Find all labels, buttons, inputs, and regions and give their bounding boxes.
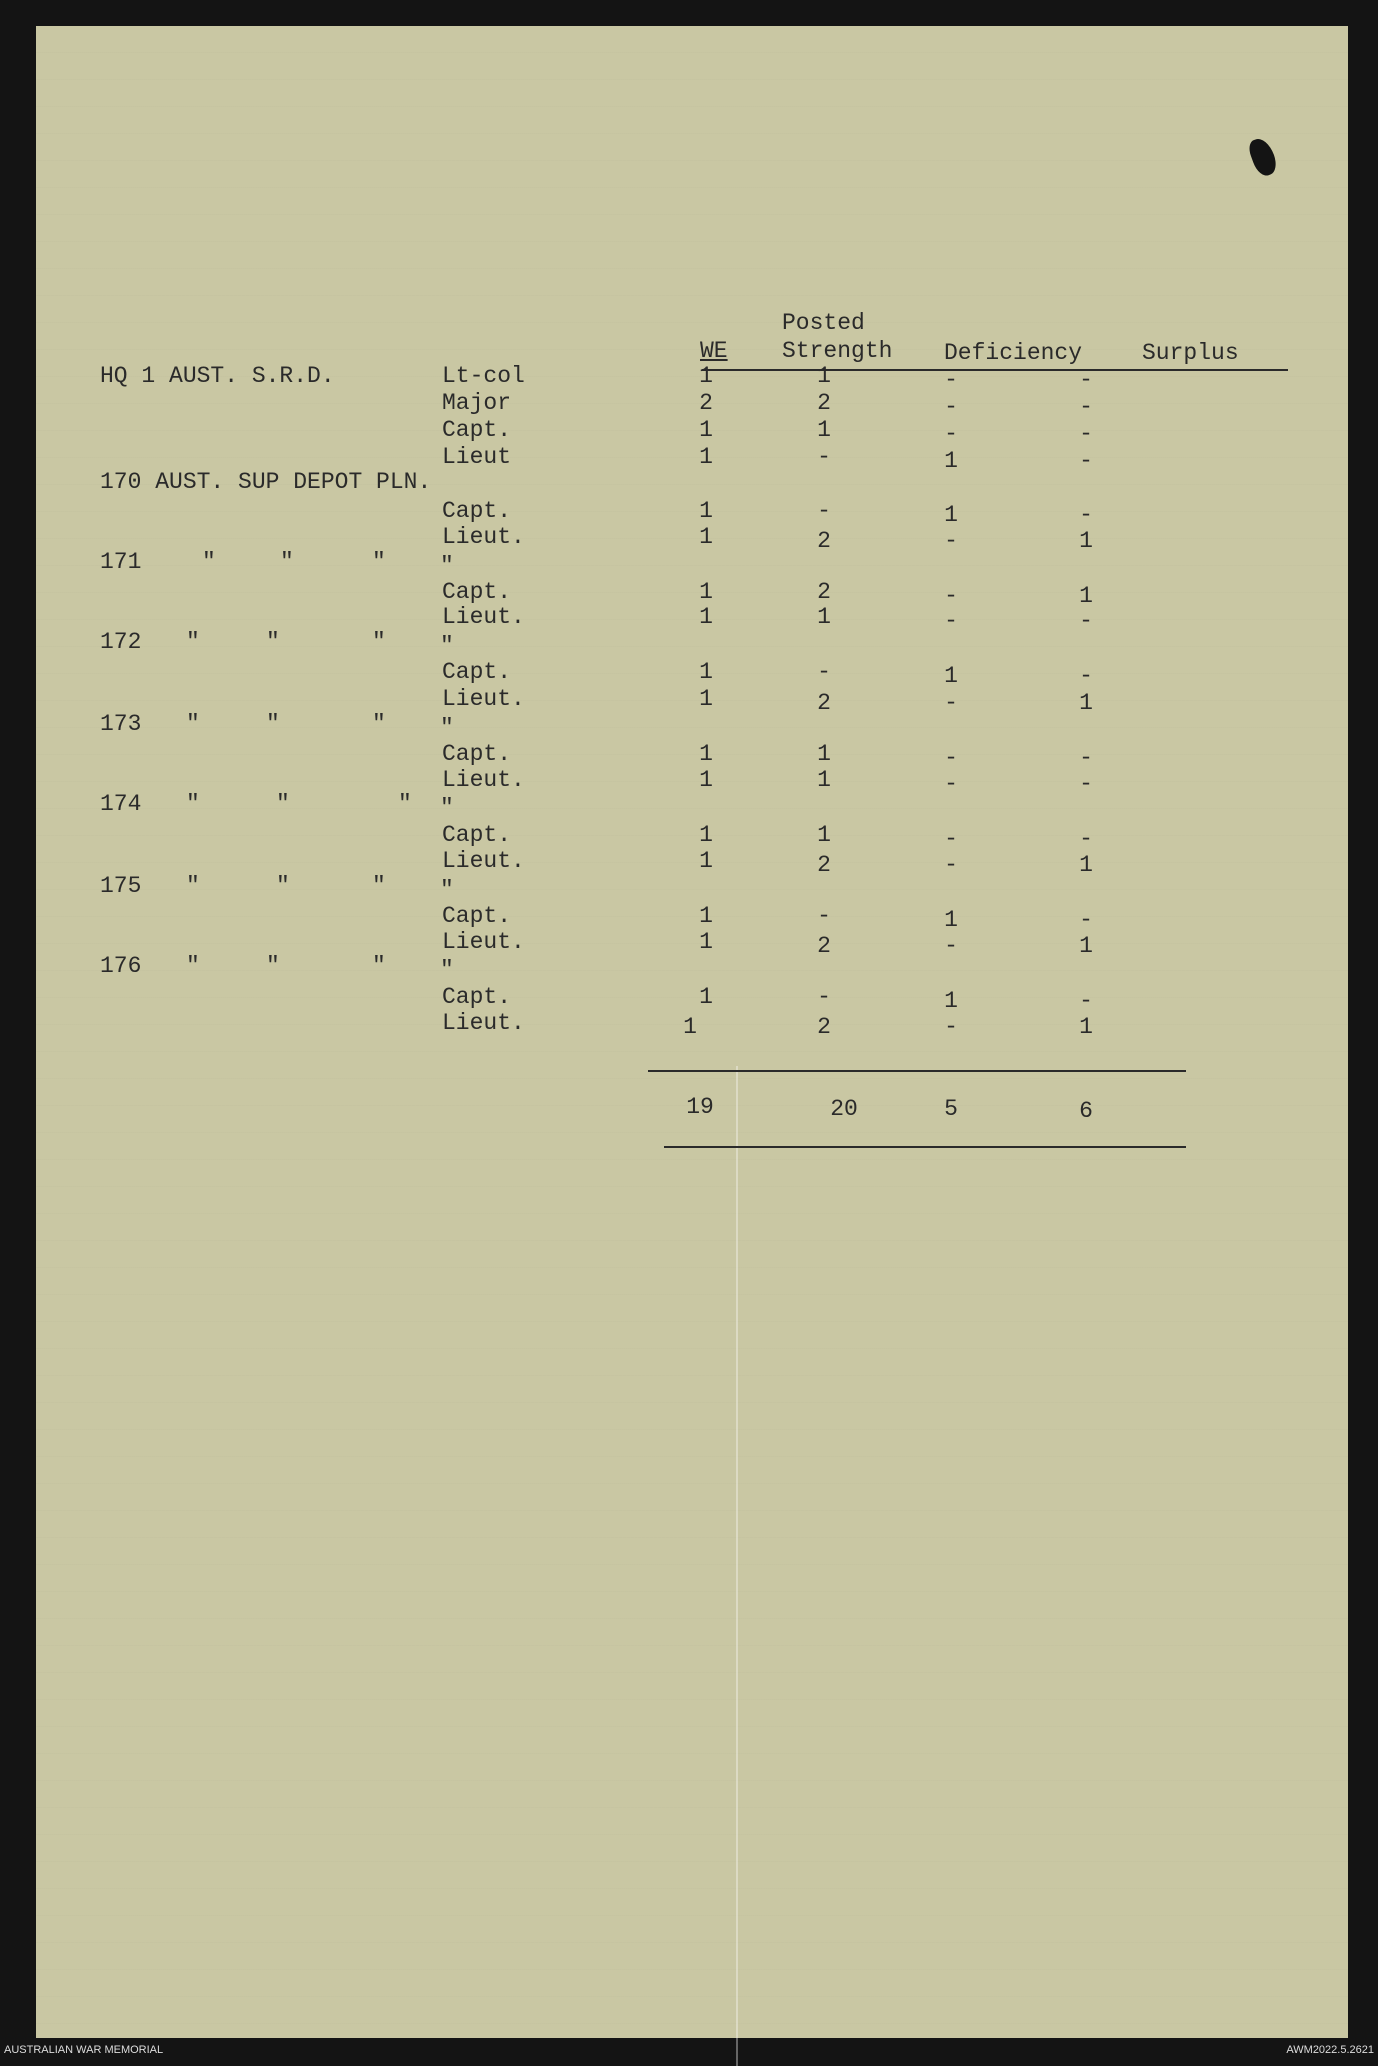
surplus-cell: -	[1079, 826, 1093, 852]
document-page	[36, 26, 1348, 2038]
ditto-mark: "	[186, 953, 200, 979]
rank-cell: Capt.	[442, 579, 512, 605]
surplus-cell: -	[1079, 988, 1093, 1014]
posted-cell: 2	[817, 579, 831, 605]
posted-cell: 2	[817, 933, 831, 959]
deficiency-cell: 1	[944, 663, 958, 689]
posted-cell: 2	[817, 1014, 831, 1040]
rank-cell: Capt.	[442, 498, 512, 524]
posted-cell: 2	[817, 690, 831, 716]
total-deficiency: 5	[944, 1096, 958, 1122]
ditto-mark: "	[266, 629, 280, 655]
ditto-mark: "	[372, 711, 386, 737]
ditto-mark: "	[372, 873, 386, 899]
rank-cell: Lieut.	[442, 604, 525, 630]
rank-cell: Capt.	[442, 417, 512, 443]
deficiency-cell: -	[944, 745, 958, 771]
posted-cell: 2	[817, 528, 831, 554]
deficiency-cell: -	[944, 1014, 958, 1040]
ditto-mark: "	[398, 791, 412, 817]
surplus-cell: 1	[1079, 933, 1093, 959]
deficiency-cell: -	[944, 852, 958, 878]
deficiency-cell: -	[944, 690, 958, 716]
header-we: WE	[700, 338, 728, 364]
deficiency-cell: 1	[944, 502, 958, 528]
unit-hq: HQ 1 AUST. S.R.D.	[100, 363, 335, 389]
rank-cell: Lt-col	[442, 363, 525, 389]
deficiency-cell: -	[944, 933, 958, 959]
deficiency-cell: -	[944, 367, 958, 393]
ditto-mark: "	[186, 873, 200, 899]
footer-right: AWM2022.5.2621	[1286, 2044, 1374, 2056]
we-cell: 1	[699, 659, 713, 685]
header-deficiency: Deficiency	[944, 340, 1083, 366]
we-cell: 1	[699, 524, 713, 550]
ditto-mark: "	[440, 877, 454, 903]
surplus-cell: 1	[1079, 852, 1093, 878]
we-cell: 1	[699, 929, 713, 955]
rank-cell: Capt.	[442, 822, 512, 848]
posted-cell: 2	[817, 390, 831, 416]
rank-cell: Lieut	[442, 444, 512, 470]
ditto-mark: "	[440, 795, 454, 821]
deficiency-cell: -	[944, 608, 958, 634]
we-cell: 1	[699, 498, 713, 524]
ditto-mark: "	[440, 633, 454, 659]
rank-cell: Major	[442, 390, 512, 416]
totals-bottom-rule	[664, 1146, 1186, 1148]
surplus-cell: -	[1079, 367, 1093, 393]
posted-cell: -	[817, 444, 831, 470]
ditto-mark: "	[280, 549, 294, 575]
surplus-cell: -	[1079, 608, 1093, 634]
posted-cell: -	[817, 903, 831, 929]
deficiency-cell: 1	[944, 907, 958, 933]
ditto-mark: "	[276, 873, 290, 899]
posted-cell: 1	[817, 604, 831, 630]
unit-171: 171	[100, 549, 142, 575]
totals-top-rule	[648, 1070, 1186, 1072]
ditto-mark: "	[372, 953, 386, 979]
ditto-mark: "	[372, 629, 386, 655]
we-cell: 1	[699, 363, 713, 389]
posted-cell: -	[817, 498, 831, 524]
total-surplus: 6	[1079, 1098, 1093, 1124]
surplus-cell: -	[1079, 448, 1093, 474]
posted-cell: -	[817, 984, 831, 1010]
we-cell: 1	[699, 903, 713, 929]
surplus-cell: -	[1079, 771, 1093, 797]
rank-cell: Lieut.	[442, 1010, 525, 1036]
we-cell: 1	[699, 822, 713, 848]
we-cell: 1	[699, 686, 713, 712]
paper-tear	[1246, 135, 1280, 178]
header-strength: Strength	[782, 338, 893, 364]
unit-174: 174	[100, 791, 142, 817]
deficiency-cell: -	[944, 771, 958, 797]
rank-cell: Capt.	[442, 903, 512, 929]
ditto-mark: "	[440, 553, 454, 579]
we-cell: 1	[699, 741, 713, 767]
deficiency-cell: 1	[944, 448, 958, 474]
rank-cell: Capt.	[442, 659, 512, 685]
unit-173: 173	[100, 711, 142, 737]
ditto-mark: "	[186, 629, 200, 655]
posted-cell: 1	[817, 417, 831, 443]
rank-cell: Lieut.	[442, 848, 525, 874]
ditto-mark: "	[440, 715, 454, 741]
ditto-mark: "	[440, 957, 454, 983]
rank-cell: Lieut.	[442, 686, 525, 712]
surplus-cell: -	[1079, 502, 1093, 528]
posted-cell: 1	[817, 767, 831, 793]
deficiency-cell: -	[944, 394, 958, 420]
posted-cell: -	[817, 659, 831, 685]
posted-cell: 2	[817, 852, 831, 878]
rank-cell: Lieut.	[442, 524, 525, 550]
we-cell: 1	[699, 417, 713, 443]
we-cell: 1	[699, 767, 713, 793]
surplus-cell: -	[1079, 907, 1093, 933]
ditto-mark: "	[186, 791, 200, 817]
we-cell: 1	[699, 604, 713, 630]
we-cell: 1	[699, 848, 713, 874]
ditto-mark: "	[372, 549, 386, 575]
header-surplus: Surplus	[1142, 340, 1239, 366]
unit-170: 170 AUST. SUP DEPOT PLN.	[100, 469, 432, 495]
surplus-cell: -	[1079, 663, 1093, 689]
deficiency-cell: -	[944, 583, 958, 609]
rank-cell: Lieut.	[442, 767, 525, 793]
we-cell: 1	[683, 1014, 697, 1040]
ditto-mark: "	[266, 953, 280, 979]
surplus-cell: -	[1079, 745, 1093, 771]
surplus-cell: 1	[1079, 528, 1093, 554]
deficiency-cell: -	[944, 421, 958, 447]
unit-176: 176	[100, 953, 142, 979]
rank-cell: Capt.	[442, 741, 512, 767]
paper-fold	[736, 1066, 738, 2066]
header-posted: Posted	[782, 310, 865, 336]
header-rule	[702, 369, 1288, 371]
ditto-mark: "	[266, 711, 280, 737]
ditto-mark: "	[186, 711, 200, 737]
we-cell: 2	[699, 390, 713, 416]
we-cell: 1	[699, 579, 713, 605]
deficiency-cell: -	[944, 826, 958, 852]
posted-cell: 1	[817, 822, 831, 848]
total-we: 19	[686, 1094, 714, 1120]
rank-cell: Capt.	[442, 984, 512, 1010]
deficiency-cell: -	[944, 528, 958, 554]
surplus-cell: 1	[1079, 690, 1093, 716]
unit-175: 175	[100, 873, 142, 899]
we-cell: 1	[699, 984, 713, 1010]
posted-cell: 1	[817, 363, 831, 389]
surplus-cell: -	[1079, 421, 1093, 447]
posted-cell: 1	[817, 741, 831, 767]
ditto-mark: "	[202, 549, 216, 575]
footer-left: AUSTRALIAN WAR MEMORIAL	[4, 2044, 164, 2056]
rank-cell: Lieut.	[442, 929, 525, 955]
surplus-cell: 1	[1079, 1014, 1093, 1040]
ditto-mark: "	[276, 791, 290, 817]
total-posted: 20	[830, 1096, 858, 1122]
unit-172: 172	[100, 629, 142, 655]
surplus-cell: 1	[1079, 583, 1093, 609]
deficiency-cell: 1	[944, 988, 958, 1014]
we-cell: 1	[699, 444, 713, 470]
surplus-cell: -	[1079, 394, 1093, 420]
